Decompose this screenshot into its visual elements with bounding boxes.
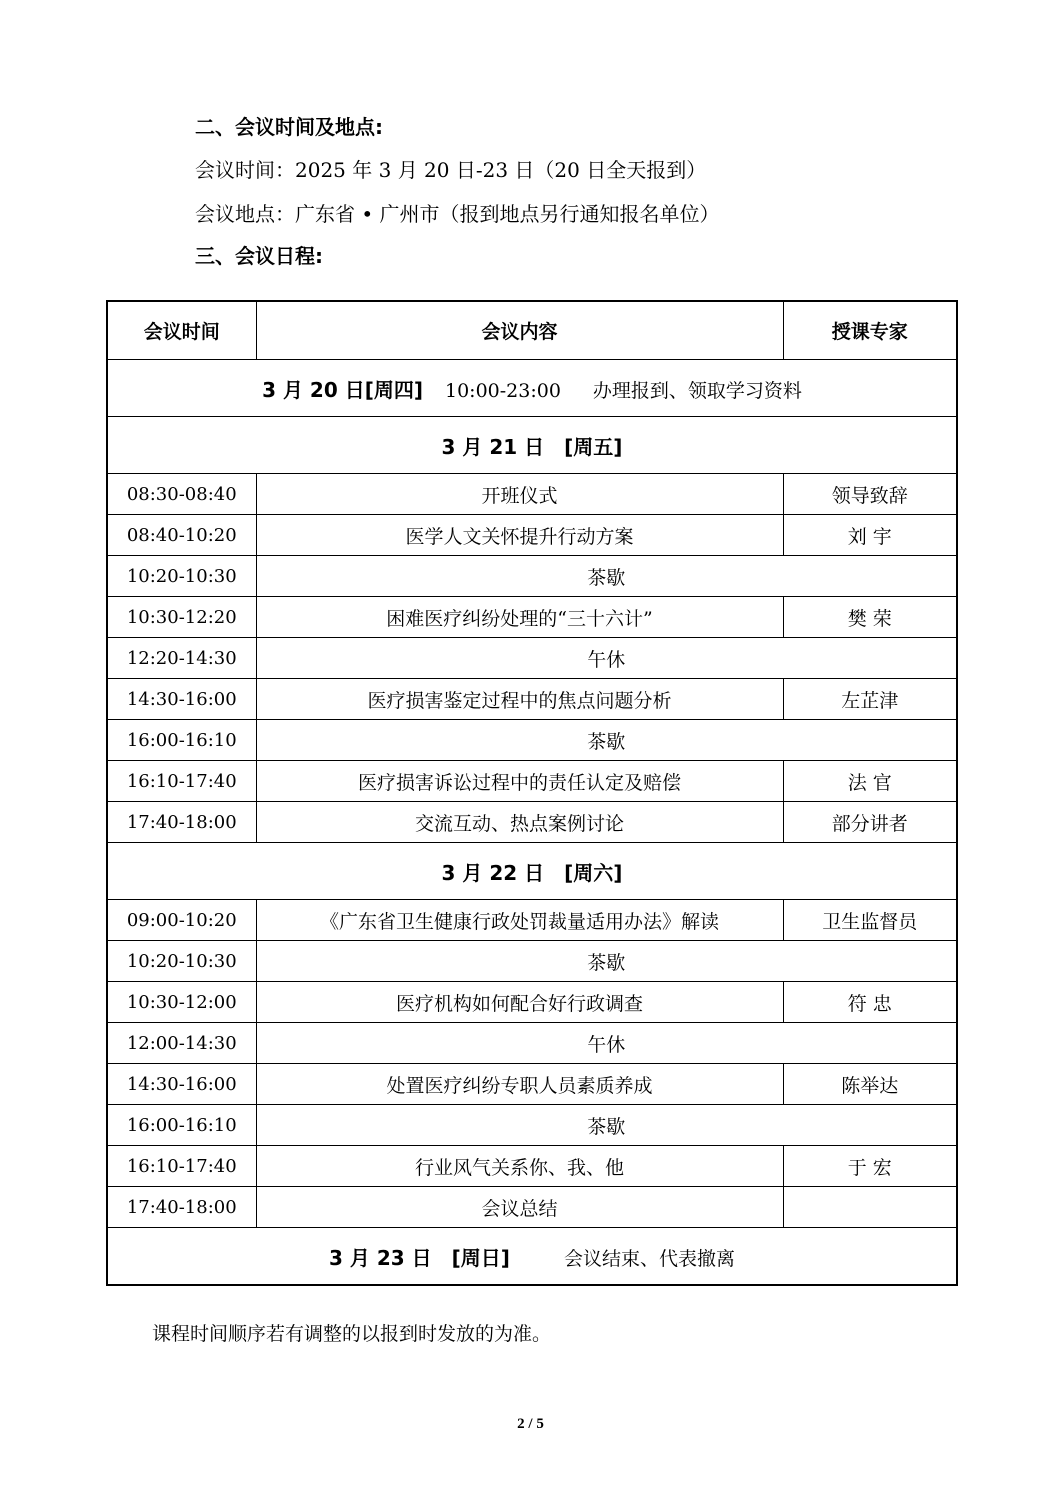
- table-row: [107, 638, 957, 679]
- session-time: 10:20-10:30: [107, 941, 256, 982]
- session-time: 16:00-16:10: [107, 720, 256, 761]
- day-23-date: 3 月 23 日 [周日]: [329, 1245, 510, 1270]
- session-content: 交流互动、热点案例讨论: [256, 802, 783, 843]
- session-time: 09:00-10:20: [107, 900, 256, 941]
- session-speaker: 领导致辞: [783, 474, 957, 515]
- day-20-date: 3 月 20 日[周四]: [262, 377, 423, 402]
- day-20-cell: [107, 360, 957, 417]
- header-speaker: 授课专家: [783, 301, 957, 360]
- session-time: 17:40-18:00: [107, 1187, 256, 1228]
- table-row: [107, 515, 957, 556]
- session-time: 16:10-17:40: [107, 1146, 256, 1187]
- session-speaker: 符 忠: [783, 982, 957, 1023]
- meeting-place-line: 会议地点：广东省 • 广州市（报到地点另行通知报名单位）: [195, 202, 720, 226]
- day-21-header-row: [107, 417, 957, 474]
- session-time: 10:30-12:00: [107, 982, 256, 1023]
- table-row: [107, 679, 957, 720]
- session-time: 12:20-14:30: [107, 638, 256, 679]
- table-row: [107, 1146, 957, 1187]
- page-number: 2 / 5: [517, 1416, 544, 1432]
- session-speaker: 卫生监督员: [783, 900, 957, 941]
- session-content: 茶歇: [256, 556, 957, 597]
- session-time: 17:40-18:00: [107, 802, 256, 843]
- day-22-rows: [107, 900, 957, 1228]
- session-content: 行业风气关系你、我、他: [256, 1146, 783, 1187]
- section-3-heading: 三、会议日程:: [195, 244, 323, 268]
- day-21-date: [107, 417, 957, 474]
- session-speaker: 法 官: [783, 761, 957, 802]
- session-time: 08:30-08:40: [107, 474, 256, 515]
- schedule-table: [106, 300, 958, 1286]
- session-content: 茶歇: [256, 720, 957, 761]
- session-content: 医学人文关怀提升行动方案: [256, 515, 783, 556]
- header-time: 会议时间: [107, 301, 256, 360]
- day-22-date-text: 3 月 22 日 [周六]: [441, 860, 623, 885]
- session-content: 茶歇: [256, 941, 957, 982]
- session-time: 10:20-10:30: [107, 556, 256, 597]
- session-speaker: 于 宏: [783, 1146, 957, 1187]
- session-content: 开班仪式: [256, 474, 783, 515]
- session-content: 茶歇: [256, 1105, 957, 1146]
- schedule-note: 课程时间顺序若有调整的以报到时发放的为准。: [152, 1323, 552, 1345]
- session-time: 14:30-16:00: [107, 679, 256, 720]
- session-speaker: 樊 荣: [783, 597, 957, 638]
- session-content: 会议总结: [256, 1187, 783, 1228]
- session-speaker: 部分讲者: [783, 802, 957, 843]
- session-time: 16:00-16:10: [107, 1105, 256, 1146]
- table-row: [107, 720, 957, 761]
- section-2-heading: 二、会议时间及地点:: [195, 115, 383, 139]
- day-23-cell: [107, 1228, 957, 1286]
- day-23-content: 会议结束、代表撤离: [563, 1247, 735, 1270]
- session-content: 困难医疗纠纷处理的“三十六计”: [256, 597, 783, 638]
- table-row: [107, 1105, 957, 1146]
- table-row: [107, 761, 957, 802]
- session-content: 医疗机构如何配合好行政调查: [256, 982, 783, 1023]
- day-23-row: [107, 1228, 957, 1286]
- day-20-time: 10:00-23:00: [444, 379, 561, 402]
- session-content: 午休: [256, 1023, 957, 1064]
- header-content: 会议内容: [256, 301, 783, 360]
- table-row: [107, 941, 957, 982]
- day-21-date-text: 3 月 21 日 [周五]: [441, 434, 623, 459]
- table-row: [107, 900, 957, 941]
- day-22-date: [107, 843, 957, 900]
- table-row: [107, 802, 957, 843]
- session-speaker: 左芷津: [783, 679, 957, 720]
- day-21-rows: [107, 474, 957, 843]
- session-speaker: [783, 1187, 957, 1228]
- table-row: [107, 1023, 957, 1064]
- session-time: 12:00-14:30: [107, 1023, 256, 1064]
- session-speaker: 刘 宇: [783, 515, 957, 556]
- table-row: [107, 597, 957, 638]
- session-time: 16:10-17:40: [107, 761, 256, 802]
- session-content: 医疗损害鉴定过程中的焦点问题分析: [256, 679, 783, 720]
- session-time: 14:30-16:00: [107, 1064, 256, 1105]
- table-row: [107, 1187, 957, 1228]
- day-20-content: 办理报到、领取学习资料: [592, 379, 802, 402]
- table-row: [107, 556, 957, 597]
- table-row: [107, 474, 957, 515]
- meeting-time-line: 会议时间：2025 年 3 月 20 日-23 日（20 日全天报到）: [195, 158, 707, 182]
- session-content: 处置医疗纠纷专职人员素质养成: [256, 1064, 783, 1105]
- table-header-row: [107, 301, 957, 360]
- table-row: [107, 982, 957, 1023]
- session-time: 08:40-10:20: [107, 515, 256, 556]
- session-time: 10:30-12:20: [107, 597, 256, 638]
- session-content: 午休: [256, 638, 957, 679]
- day-20-row: [107, 360, 957, 417]
- day-22-header-row: [107, 843, 957, 900]
- session-content: 医疗损害诉讼过程中的责任认定及赔偿: [256, 761, 783, 802]
- session-speaker: 陈举达: [783, 1064, 957, 1105]
- table-row: [107, 1064, 957, 1105]
- session-content: 《广东省卫生健康行政处罚裁量适用办法》解读: [256, 900, 783, 941]
